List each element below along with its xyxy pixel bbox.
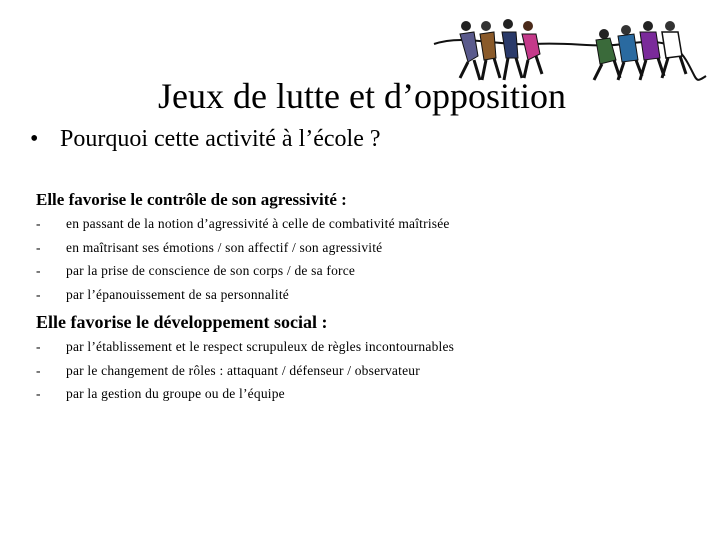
list-item: - par la prise de conscience de son corps / de sa force — [36, 259, 450, 283]
list-item: - par le changement de rôles : attaquant / défenseur / observateur — [36, 359, 454, 383]
left-team — [460, 19, 542, 80]
section-heading-aggressivity: Elle favorise le contrôle de son agressivité : — [36, 190, 347, 209]
list-item: - en maîtrisant ses émotions / son affectif / son agressivité — [36, 236, 450, 260]
list-item: - par la gestion du groupe ou de l’équipe — [36, 382, 454, 406]
section-heading-social: Elle favorise le développement social : — [36, 312, 328, 332]
social-list — [36, 335, 454, 406]
dash: - — [36, 239, 41, 255]
bullet-marker: • — [30, 126, 39, 152]
dash: - — [36, 339, 41, 354]
dash: - — [36, 362, 41, 378]
bullet-text: Pourquoi cette activité à l’école ? — [60, 126, 381, 152]
dash: - — [36, 263, 41, 278]
list-item: - par l’établissement et le respect scrupuleux de règles incontournables — [36, 335, 454, 359]
right-team — [594, 21, 686, 80]
slide-title: Jeux de lutte et d’opposition — [158, 76, 566, 116]
dash: - — [36, 286, 41, 302]
main-bullet — [30, 124, 381, 154]
list-item: - en passant de la notion d’agressivité à celle de combativité maîtrisée — [36, 212, 450, 236]
aggressivity-list — [36, 212, 450, 306]
list-item: - par l’épanouissement de sa personnalité — [36, 283, 450, 307]
dash: - — [36, 216, 41, 231]
dash: - — [36, 386, 41, 401]
